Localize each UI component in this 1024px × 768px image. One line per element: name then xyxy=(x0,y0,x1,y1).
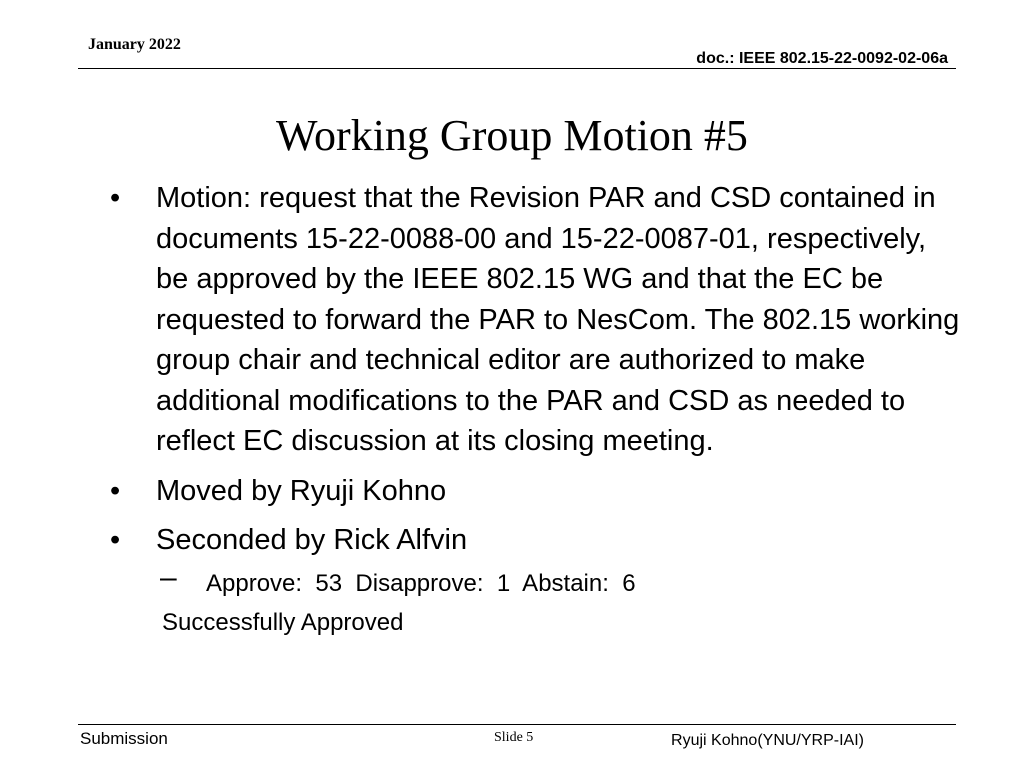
slide-title: Working Group Motion #5 xyxy=(276,111,748,160)
bullet-item-moved xyxy=(110,471,960,512)
sub-item-vote xyxy=(110,560,960,600)
bullet-text: Seconded by Rick Alfvin xyxy=(156,524,468,556)
bullet-item-seconded xyxy=(110,520,960,561)
header-date: January 2022 xyxy=(88,36,181,53)
header-rule xyxy=(78,68,956,69)
bullet-list xyxy=(110,178,960,638)
dash-icon: – xyxy=(160,560,177,594)
footer-slide-number: Slide 5 xyxy=(494,730,534,745)
bullet-text: Motion: request that the Revision PAR and CSD contained in documents 15-22-0088-00 and 15-22-0087-01, respectively, be approved by the IEEE 802.15 WG and that the EC be requested to forward the PAR to NesCom. The 802.15 working group chair and technical editor are authorized to make additional modifications to the PAR and CSD as needed to reflect EC discussion at its closing meeting. xyxy=(156,182,960,457)
bullet-icon: • xyxy=(110,182,121,214)
bullet-icon: • xyxy=(110,524,121,556)
bullet-icon: • xyxy=(110,474,121,507)
footer-author: Ryuji Kohno(YNU/YRP-IAI) xyxy=(671,732,864,749)
vote-tally: Approve: 53 Disapprove: 1 Abstain: 6 xyxy=(206,569,636,597)
bullet-item-motion xyxy=(110,178,960,462)
header-doc-id: doc.: IEEE 802.15-22-0092-02-06a xyxy=(696,50,948,67)
footer-rule xyxy=(78,724,956,725)
footer-submission: Submission xyxy=(80,729,168,748)
bullet-text: Moved by Ryuji Kohno xyxy=(156,474,447,507)
result-text: Successfully Approved xyxy=(162,608,404,636)
